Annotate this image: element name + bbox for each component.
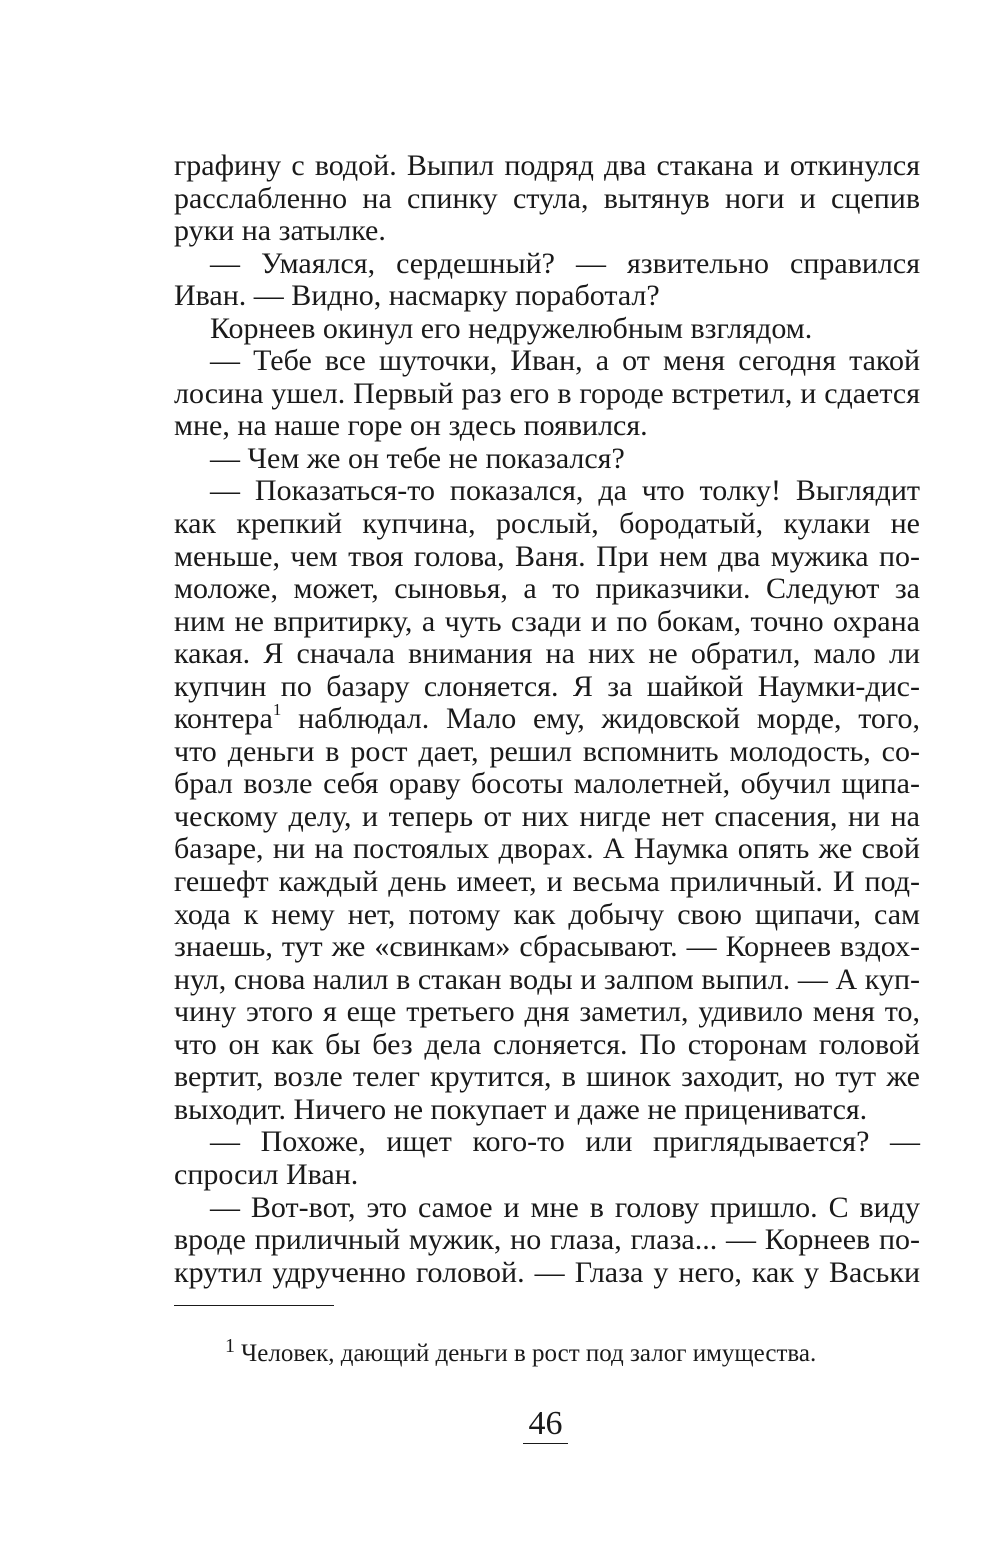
footnote-mark: 1 (225, 1335, 235, 1357)
text-line: — Вот-вот, это самое и мне в голову пришло. С виду (210, 1190, 920, 1224)
text-line: базаре, ни на постоялых дворах. А Наумка опять же свой (174, 832, 920, 866)
footnote-divider (174, 1305, 334, 1306)
text-line: — Тебе все шуточки, Иван, а от меня сегодня такой (210, 344, 920, 378)
text-line: купчин по базару слоняется. Я за шайкой Наумки-дис- (174, 669, 920, 703)
text-line: знаешь, тут же «свинкам» сбрасывают. — Корнеев вздох- (174, 930, 920, 964)
text-line: какая. Я сначала внимания на них не обратил, мало ли (174, 637, 920, 671)
text-line: расслабленно на спинку стула, вытянув ноги и сцепив (174, 181, 920, 215)
text-line: — Умаялся, сердешный? — язвительно справился (210, 246, 920, 280)
text-line: нул, снова налил в стакан воды и залпом выпил. — А куп- (174, 962, 920, 996)
text-line: вроде приличный мужик, но глаза, глаза... — Корнеев по- (174, 1223, 920, 1257)
text-line: крутил удрученно головой. — Глаза у него, как у Васьки (174, 1255, 920, 1289)
text-line: вертит, возле телег крутится, в шинок заходит, но тут же (174, 1060, 920, 1094)
text-line: — Похоже, ищет кого-то или приглядывается? — (210, 1125, 920, 1159)
text-line: мне, на наше горе он здесь появился. (174, 409, 648, 443)
text-line: что деньги в рост дает, решил вспомнить молодость, со- (174, 734, 920, 768)
body-text (174, 150, 920, 1289)
text-line: спросил Иван. (174, 1157, 359, 1191)
text-line-with-footnote-ref (174, 700, 920, 736)
text-line: — Чем же он тебе не показался? (210, 441, 625, 475)
text-line: чину этого я еще третьего дня заметил, удивило меня то, (174, 995, 920, 1029)
text-line: ческому делу, и теперь от них нигде нет спасения, ни на (174, 799, 920, 833)
page-number: 46 (523, 1406, 568, 1444)
line-continuation: наблюдал. Мало ему, жидовской морде, того, (281, 702, 920, 736)
text-line: руки на затылке. (174, 214, 386, 248)
footnote-anchor-word: контера (174, 702, 273, 736)
footnote (225, 1335, 817, 1369)
footnote-text: Человек, дающий деньги в рост под залог имущества. (241, 1340, 817, 1367)
text-line: графину с водой. Выпил подряд два стакана и откинулся (174, 149, 920, 182)
text-line: хода к нему нет, потому как добычу свою щипачи, сам (174, 897, 920, 931)
text-line: гешефт каждый день имеет, и весьма приличный. И под- (174, 865, 920, 899)
text-line: моложе, может, сыновья, а то приказчики. Следуют за (174, 572, 920, 606)
text-line: ним не впритирку, а чуть сзади и по бокам, точно охрана (174, 604, 920, 638)
text-line: как крепкий купчина, рослый, бородатый, кулаки не (174, 507, 920, 541)
text-line: что он как бы без дела слоняется. По сторонам головой (174, 1027, 920, 1061)
text-line: лосина ушел. Первый раз его в городе встретил, и сдается (174, 376, 920, 410)
text-line: выходит. Ничего не покупает и даже не прицениватся. (174, 1092, 868, 1126)
text-line: Корнеев окинул его недружелюбным взглядом. (210, 311, 813, 345)
text-line: брал возле себя ораву босоты малолетней, обучил щипа- (174, 767, 920, 801)
footnote-ref-mark: 1 (272, 700, 282, 720)
text-line: меньше, чем твоя голова, Ваня. При нем два мужика по- (174, 539, 920, 573)
text-line: — Показаться-то показался, да что толку! Выглядит (210, 474, 920, 508)
text-line: Иван. — Видно, насмарку поработал? (174, 279, 660, 313)
